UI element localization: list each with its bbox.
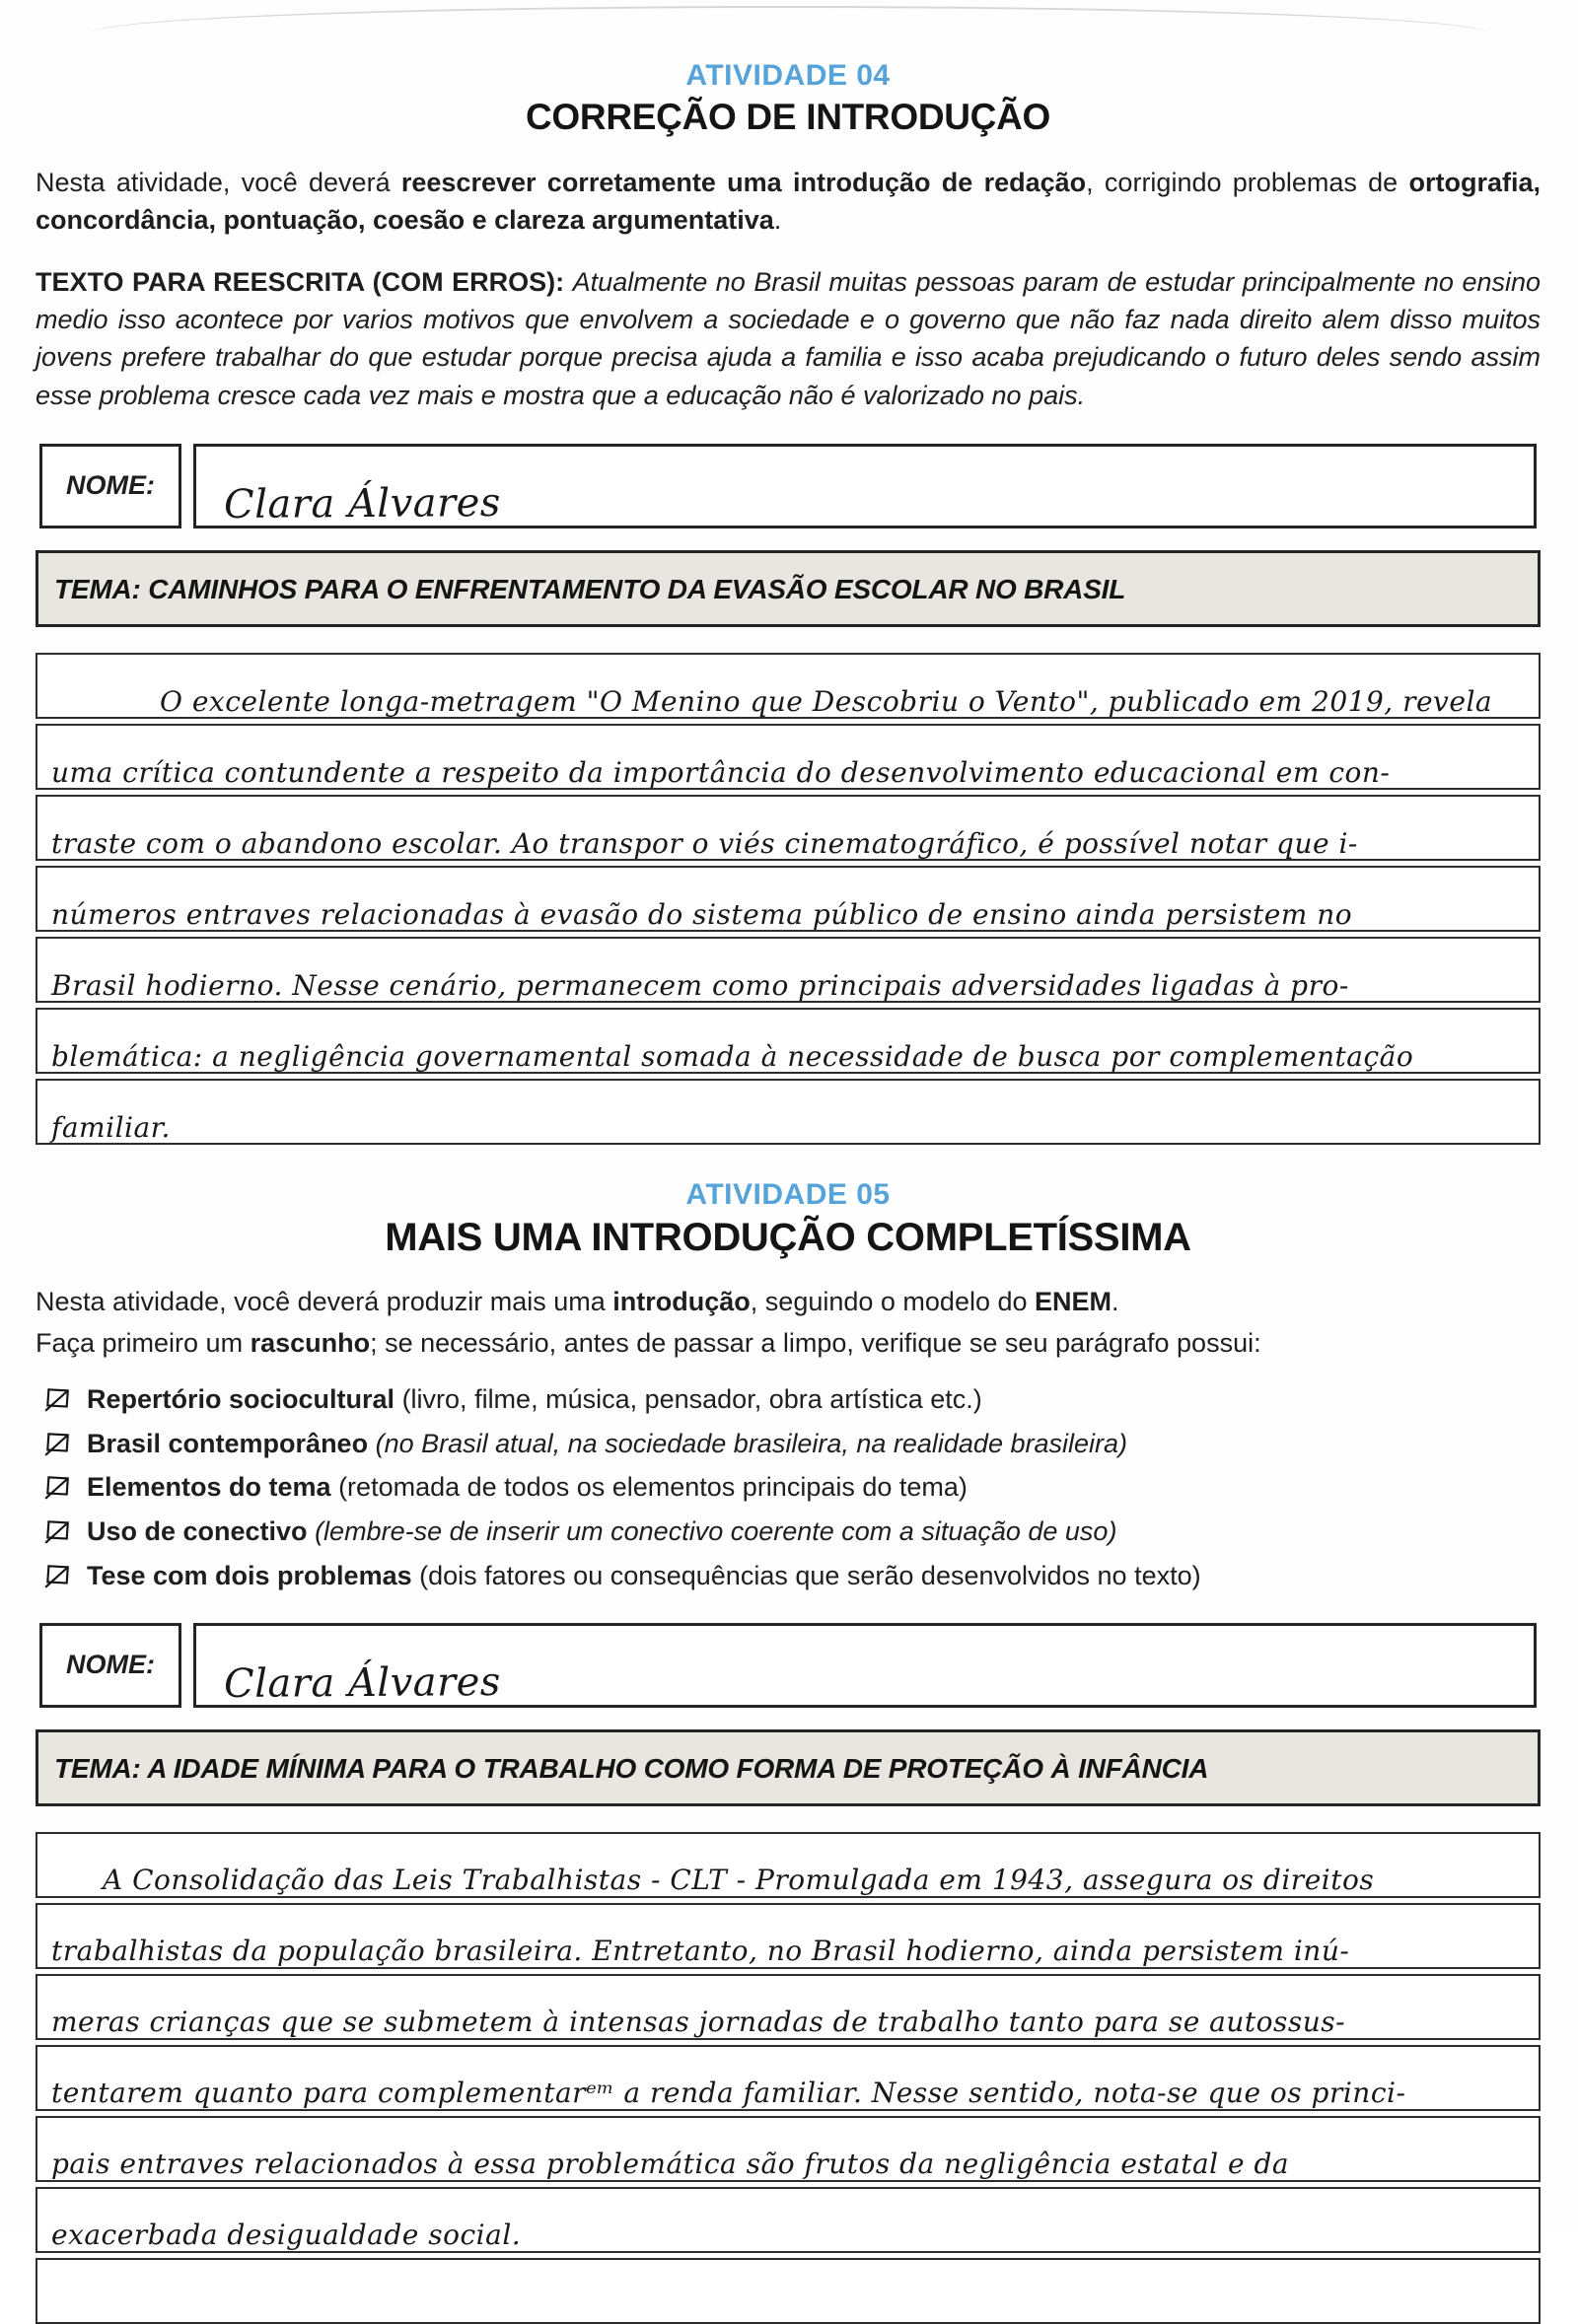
activity-05-kicker: ATIVIDADE 05 [685, 1177, 891, 1211]
writing-line: Brasil hodierno. Nesse cenário, permanecem como principais adversidades ligadas à pro- [36, 937, 1541, 1003]
checklist-item: Brasil contemporâneo (no Brasil atual, na sociedade brasileira, na realidade brasileira) [43, 1428, 1541, 1461]
requirements-checklist [43, 1383, 1541, 1593]
writing-line: meras crianças que se submetem à intensas jornadas de trabalho tanto para se autossus- [36, 1974, 1541, 2040]
writing-line: uma crítica contundente a respeito da importância do desenvolvimento educacional em con- [36, 724, 1541, 790]
writing-lines-activity-04 [36, 653, 1541, 1145]
name-row-activity-05 [39, 1623, 1537, 1708]
writing-line: pais entraves relacionados à essa problemática são frutos da negligência estatal e da [36, 2116, 1541, 2182]
checklist-item: Elementos do tema (retomada de todos os elementos principais do tema) [43, 1471, 1541, 1505]
handwritten-name: Clara Álvares [223, 1658, 502, 1707]
activity-05-instructions-1: Nesta atividade, você deverá produzir mais uma introdução, seguindo o modelo do ENEM. [36, 1286, 1119, 1316]
writing-line: exacerbada desigualdade social. [36, 2187, 1541, 2253]
rewrite-text-with-errors: TEXTO PARA REESCRITA (COM ERROS): Atualmente no Brasil muitas pessoas param de estudar principalmente no ensino medio isso acontece por varios motivos que envolvem a sociedade e o governo que não faz nada direito alem disso muitos jovens prefere trabalhar do que estudar porque precisa ajuda a familia e isso acaba prejudicando o futuro deles sendo assim esse problema cresce cada vez mais e mostra que a educação não é valorizado no pais. [36, 266, 1542, 410]
checklist-item: Uso de conectivo (lembre-se de inserir um conectivo coerente com a situação de uso) [43, 1515, 1541, 1549]
checklist-item: Tese com dois problemas (dois fatores ou consequências que serão desenvolvidos no texto) [43, 1560, 1541, 1593]
writing-line: trabalhistas da população brasileira. Entretanto, no Brasil hodierno, ainda persistem inú- [36, 1903, 1541, 1969]
activity-04-section [36, 59, 1541, 1145]
checkbox-icon [43, 1385, 71, 1413]
writing-line: familiar. [36, 1079, 1541, 1145]
activity-04-instructions: Nesta atividade, você deverá reescrever corretamente uma introdução de redação, corrigindo problemas de ortografia, concordância, pontuação, coesão e clareza argumentativa. [36, 168, 1541, 236]
tema-banner-activity-05: TEMA: A IDADE MÍNIMA PARA O TRABALHO COMO FORMA DE PROTEÇÃO À INFÂNCIA [36, 1729, 1541, 1806]
checkbox-icon [43, 1517, 71, 1545]
tema-banner-activity-04: TEMA: CAMINHOS PARA O ENFRENTAMENTO DA EVASÃO ESCOLAR NO BRASIL [36, 550, 1541, 627]
name-label: NOME: [39, 444, 181, 528]
writing-line: O excelente longa-metragem "O Menino que Descobriu o Vento", publicado em 2019, revela [36, 653, 1541, 719]
activity-05-title: MAIS UMA INTRODUÇÃO COMPLETÍSSIMA [385, 1215, 1191, 1259]
writing-line: blemática: a negligência governamental somada à necessidade de busca por complementação [36, 1008, 1541, 1074]
name-row-activity-04 [39, 444, 1537, 528]
name-field [193, 1623, 1537, 1708]
writing-line: números entraves relacionadas à evasão do sistema público de ensino ainda persistem no [36, 866, 1541, 932]
name-label: NOME: [39, 1623, 181, 1708]
checkbox-icon [43, 1473, 71, 1501]
activity-05-instructions-2: Faça primeiro um rascunho; se necessário, antes de passar a limpo, verifique se seu parágrafo possui: [36, 1328, 1261, 1359]
writing-lines-activity-05 [36, 1832, 1541, 2324]
writing-line: tentarem quanto para complementarᵉᵐ a renda familiar. Nesse sentido, nota-se que os princi- [36, 2045, 1541, 2111]
activity-04-kicker: ATIVIDADE 04 [685, 59, 891, 92]
activity-04-title: CORREÇÃO DE INTRODUÇÃO [526, 97, 1050, 137]
handwritten-name: Clara Álvares [223, 479, 502, 528]
checkbox-icon [43, 1430, 71, 1457]
writing-line-empty [36, 2258, 1541, 2324]
name-field [193, 444, 1537, 528]
writing-line: A Consolidação das Leis Trabalhistas - CLT - Promulgada em 1943, assegura os direitos [36, 1832, 1541, 1898]
activity-05-section [36, 1178, 1541, 2324]
writing-line: traste com o abandono escolar. Ao transpor o viés cinematográfico, é possível notar que i- [36, 795, 1541, 861]
checklist-item: Repertório sociocultural (livro, filme, música, pensador, obra artística etc.) [43, 1383, 1541, 1417]
checkbox-icon [43, 1562, 71, 1589]
scan-artifact-line [89, 6, 1489, 34]
